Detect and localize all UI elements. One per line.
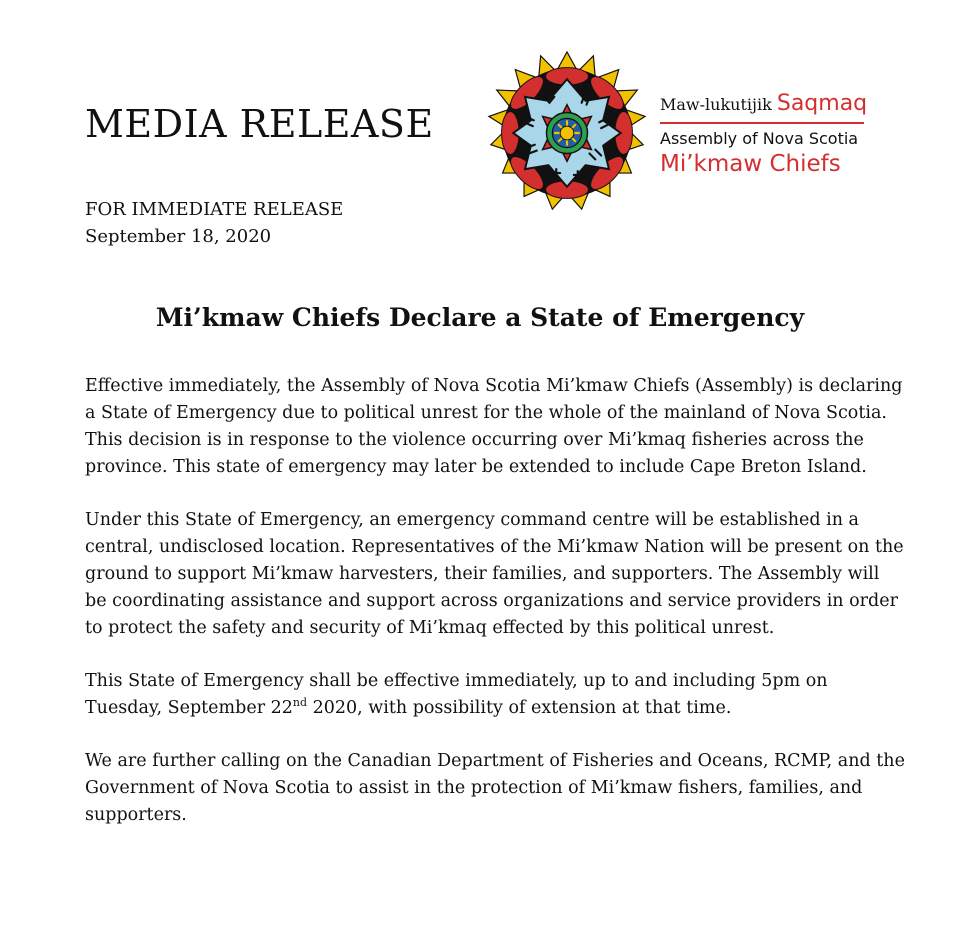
paragraph-line: supporters. bbox=[85, 805, 187, 825]
logo-chiefs-name: Mi’kmaw Chiefs bbox=[660, 151, 841, 177]
mikmaw-emblem-icon bbox=[484, 50, 650, 216]
paragraph-line: central, undisclosed location. Representatives of the Mi’kmaw Nation will be present on the bbox=[85, 537, 904, 557]
assembly-logo bbox=[660, 90, 880, 178]
paragraph-line: Government of Nova Scotia to assist in the protection of Mi’kmaw fishers, families, and bbox=[85, 778, 863, 798]
paragraph-line: ground to support Mi’kmaw harvesters, their families, and supporters. The Assembly will bbox=[85, 564, 880, 584]
paragraph-line: be coordinating assistance and support across organizations and service providers in order bbox=[85, 591, 898, 611]
paragraph-line: to protect the safety and security of Mi’kmaq effected by this political unrest. bbox=[85, 618, 775, 638]
release-body bbox=[85, 373, 905, 855]
logo-maw-lukutijik: Maw-lukutijik bbox=[660, 95, 772, 114]
paragraph-line: This decision is in response to the violence occurring over Mi’kmaq fisheries across the bbox=[85, 430, 864, 450]
paragraph-2 bbox=[85, 507, 904, 642]
paragraph-line: a State of Emergency due to political unrest for the whole of the mainland of Nova Scotia. bbox=[85, 403, 887, 423]
headline: Mi’kmaw Chiefs Declare a State of Emergency bbox=[155, 303, 805, 332]
date-text: Tuesday, September 22 bbox=[85, 698, 293, 718]
date-continuation: 2020, with possibility of extension at that time. bbox=[307, 698, 732, 718]
logo-saqmaq: Saqmaq bbox=[776, 91, 868, 116]
paragraph-1 bbox=[85, 373, 903, 481]
ordinal-suffix: nd bbox=[292, 696, 308, 710]
release-date: September 18, 2020 bbox=[85, 226, 272, 247]
paragraph-4 bbox=[85, 748, 905, 829]
paragraph-line: This State of Emergency shall be effective immediately, up to and including 5pm on bbox=[85, 671, 828, 691]
paragraph-line: province. This state of emergency may later be extended to include Cape Breton Island. bbox=[85, 457, 867, 477]
release-type: FOR IMMEDIATE RELEASE bbox=[85, 199, 344, 220]
paragraph-line: Effective immediately, the Assembly of Nova Scotia Mi’kmaw Chiefs (Assembly) is declaring bbox=[85, 376, 903, 396]
paragraph-line bbox=[85, 695, 885, 722]
paragraph-3 bbox=[85, 668, 885, 722]
logo-assembly-name: Assembly of Nova Scotia bbox=[660, 129, 859, 148]
paragraph-line: We are further calling on the Canadian Department of Fisheries and Oceans, RCMP, and the bbox=[85, 751, 905, 771]
logo-title-line bbox=[660, 90, 880, 119]
release-meta bbox=[85, 196, 343, 250]
paragraph-line: Under this State of Emergency, an emergency command centre will be established in a bbox=[85, 510, 859, 530]
page-title: MEDIA RELEASE bbox=[85, 102, 434, 146]
logo-divider bbox=[660, 122, 864, 124]
